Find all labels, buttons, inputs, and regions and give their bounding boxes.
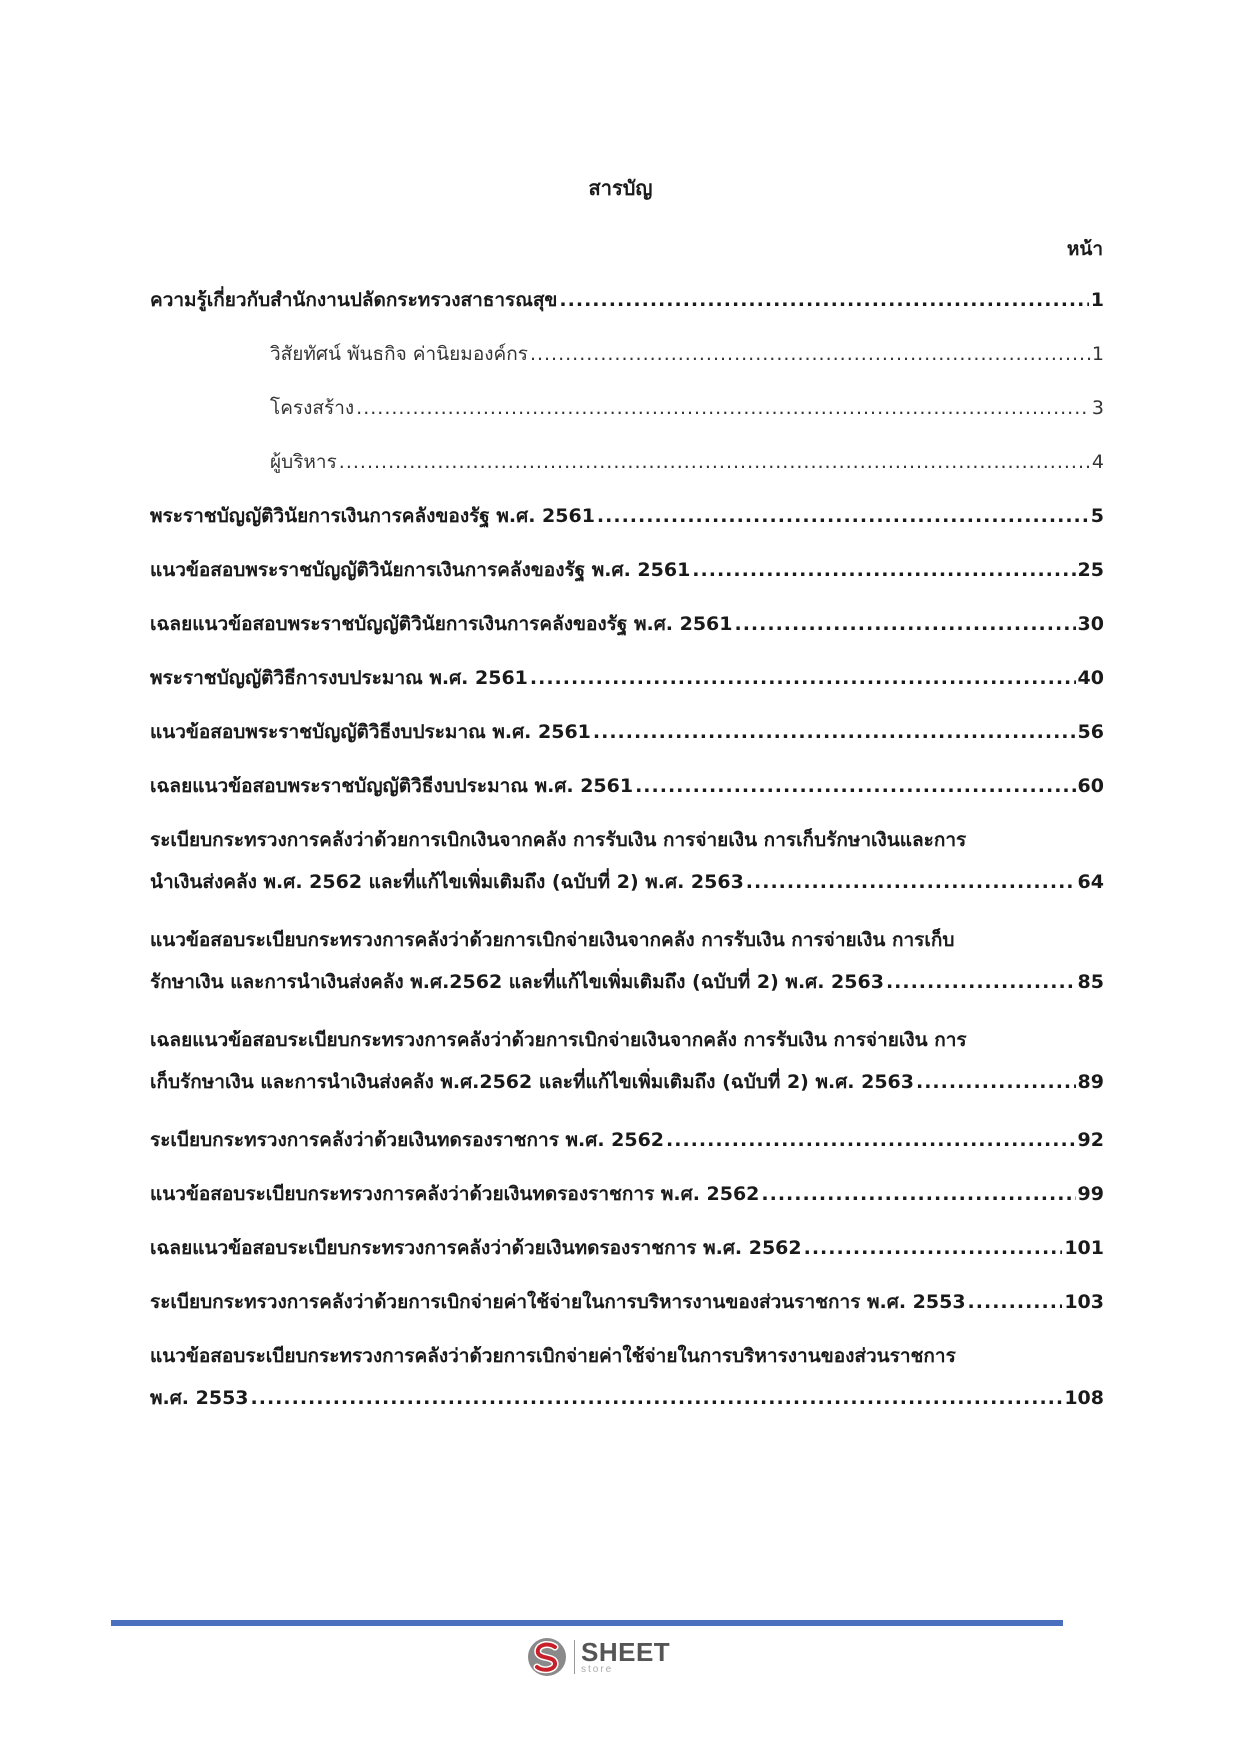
- toc-page-number: 56: [1077, 721, 1104, 743]
- dot-leader: [635, 772, 1075, 800]
- toc-entry-text: เฉลยแนวข้อสอบพระราชบัญญัติวิธีงบประมาณ พ.ศ. 2561: [150, 775, 634, 797]
- dot-leader: [804, 1234, 1063, 1262]
- toc-entry-text: พระราชบัญญัติวินัยการเงินการคลังของรัฐ พ.ศ. 2561: [150, 505, 595, 527]
- toc-entry: [150, 826, 1104, 896]
- toc-entry: [150, 286, 1104, 314]
- toc-entry: [150, 1288, 1104, 1316]
- toc-entry-text: วิสัยทัศน์ พันธกิจ ค่านิยมองค์กร: [270, 343, 528, 365]
- toc-page-number: 25: [1077, 559, 1104, 581]
- toc-entry: [150, 926, 1104, 996]
- toc-subentry: [270, 340, 1104, 368]
- toc-entry-text: แนวข้อสอบพระราชบัญญัติวินัยการเงินการคลังของรัฐ พ.ศ. 2561: [150, 559, 691, 581]
- toc-page-number: 92: [1077, 1129, 1104, 1151]
- toc-entry-text: แนวข้อสอบระเบียบกระทรวงการคลังว่าด้วยการเบิกจ่ายเงินจากคลัง การรับเงิน การจ่ายเงิน การเก็บ: [150, 929, 955, 951]
- toc-entry: [150, 664, 1104, 692]
- dot-leader: [692, 556, 1075, 584]
- dot-leader: [968, 1288, 1063, 1316]
- toc-page-number: 3: [1091, 397, 1104, 419]
- toc-entry: [150, 1342, 1104, 1412]
- toc-entry-text: เฉลยแนวข้อสอบพระราชบัญญัติวินัยการเงินการคลังของรัฐ พ.ศ. 2561: [150, 613, 733, 635]
- toc-page-number: 1: [1091, 343, 1104, 365]
- dot-leader: [559, 286, 1088, 314]
- toc-page-number: 5: [1090, 505, 1104, 527]
- toc-entry-text: เก็บรักษาเงิน และการนำเงินส่งคลัง พ.ศ.2562 และที่แก้ไขเพิ่มเติมถึง (ฉบับที่ 2) พ.ศ. 2563: [150, 1071, 914, 1093]
- dot-leader: [735, 610, 1076, 638]
- toc-entry: [150, 556, 1104, 584]
- page-title: สารบัญ: [588, 176, 653, 200]
- logo-word: SHEET: [581, 1637, 671, 1667]
- toc-entry-text: ผู้บริหาร: [270, 451, 337, 473]
- dot-leader: [597, 502, 1089, 530]
- toc-entry-text: แนวข้อสอบระเบียบกระทรวงการคลังว่าด้วยเงินทดรองราชการ พ.ศ. 2562: [150, 1183, 760, 1205]
- sheet-store-logo: [526, 1636, 670, 1678]
- toc-entry-text: พระราชบัญญัติวิธีการงบประมาณ พ.ศ. 2561: [150, 667, 528, 689]
- toc-entry: [150, 1026, 1104, 1096]
- toc-page-number: 4: [1091, 451, 1104, 473]
- logo-separator: [574, 1640, 575, 1674]
- toc-entry: [150, 1180, 1104, 1208]
- toc-entry: [150, 718, 1104, 746]
- toc-page-number: 99: [1077, 1183, 1104, 1205]
- dot-leader: [530, 340, 1090, 368]
- toc-entry-text: ความรู้เกี่ยวกับสำนักงานปลัดกระทรวงสาธารณสุข: [150, 289, 558, 311]
- dot-leader: [886, 968, 1076, 996]
- dot-leader: [761, 1180, 1075, 1208]
- toc-page-number: 64: [1077, 871, 1104, 893]
- toc-entry-text: แนวข้อสอบระเบียบกระทรวงการคลังว่าด้วยการเบิกจ่ายค่าใช้จ่ายในการบริหารงานของส่วนราชการ: [150, 1345, 956, 1367]
- footer-rule: [111, 1620, 1063, 1626]
- toc-page-number: 101: [1064, 1237, 1104, 1259]
- toc-page-number: 30: [1077, 613, 1104, 635]
- toc-entry: [150, 1126, 1104, 1154]
- toc-page-number: 89: [1077, 1071, 1104, 1093]
- dot-leader: [356, 394, 1090, 422]
- toc-subentry: [270, 448, 1104, 476]
- dot-leader: [530, 664, 1076, 692]
- toc-entry: [150, 502, 1104, 530]
- dot-leader: [339, 448, 1090, 476]
- toc-page-number: 85: [1077, 971, 1104, 993]
- toc-entry-text: นำเงินส่งคลัง พ.ศ. 2562 และที่แก้ไขเพิ่มเติมถึง (ฉบับที่ 2) พ.ศ. 2563: [150, 871, 744, 893]
- toc-page-number: 108: [1064, 1387, 1104, 1409]
- toc-entry: [150, 1234, 1104, 1262]
- toc-page-number: 103: [1064, 1291, 1104, 1313]
- toc-entry-text: ระเบียบกระทรวงการคลังว่าด้วยการเบิกจ่ายค่าใช้จ่ายในการบริหารงานของส่วนราชการ พ.ศ. 2553: [150, 1291, 966, 1313]
- page-column-header: หน้า: [1066, 238, 1103, 260]
- toc-page-number: 60: [1077, 775, 1104, 797]
- toc-page-number: 1: [1090, 289, 1104, 311]
- dot-leader: [251, 1384, 1063, 1412]
- toc-subentry: [270, 394, 1104, 422]
- table-of-contents: [150, 286, 1104, 1442]
- toc-entry-text: โครงสร้าง: [270, 397, 355, 419]
- toc-entry-text: พ.ศ. 2553: [150, 1387, 249, 1409]
- dot-leader: [746, 868, 1076, 896]
- toc-entry-text: ระเบียบกระทรวงการคลังว่าด้วยการเบิกเงินจากคลัง การรับเงิน การจ่ายเงิน การเก็บรักษาเงินและการ: [150, 829, 967, 851]
- logo-sub: store: [581, 1664, 614, 1675]
- toc-entry-text: เฉลยแนวข้อสอบระเบียบกระทรวงการคลังว่าด้วยเงินทดรองราชการ พ.ศ. 2562: [150, 1237, 802, 1259]
- dot-leader: [666, 1126, 1076, 1154]
- toc-entry-text: ระเบียบกระทรวงการคลังว่าด้วยเงินทดรองราชการ พ.ศ. 2562: [150, 1129, 665, 1151]
- dot-leader: [593, 718, 1076, 746]
- toc-entry: [150, 610, 1104, 638]
- toc-page-number: 40: [1077, 667, 1104, 689]
- toc-entry-text: เฉลยแนวข้อสอบระเบียบกระทรวงการคลังว่าด้วยการเบิกจ่ายเงินจากคลัง การรับเงิน การจ่ายเงิน การ: [150, 1029, 967, 1051]
- toc-entry: [150, 772, 1104, 800]
- toc-entry-text: รักษาเงิน และการนำเงินส่งคลัง พ.ศ.2562 และที่แก้ไขเพิ่มเติมถึง (ฉบับที่ 2) พ.ศ. 2563: [150, 971, 884, 993]
- sheet-store-logo-icon: [526, 1636, 568, 1678]
- dot-leader: [916, 1068, 1076, 1096]
- toc-entry-text: แนวข้อสอบพระราชบัญญัติวิธีงบประมาณ พ.ศ. 2561: [150, 721, 591, 743]
